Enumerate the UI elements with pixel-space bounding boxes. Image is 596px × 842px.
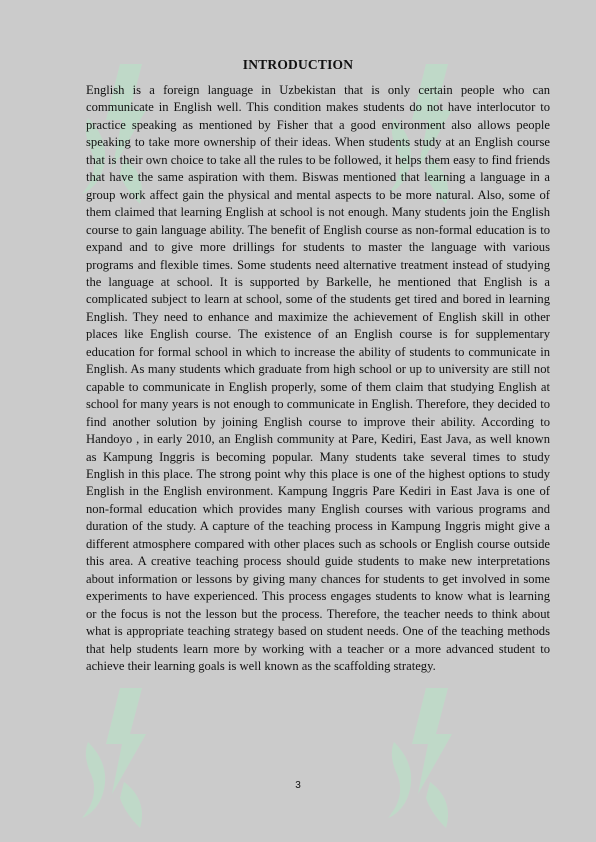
page-number: 3	[295, 780, 301, 791]
watermark-logo-icon	[386, 682, 460, 832]
watermark-logo-icon	[80, 682, 154, 832]
body-paragraph: English is a foreign language in Uzbekistan that is only certain people who can communicate in English well. This condition makes students do not have interlocutor to practice speaking as mentioned by Fisher that a good environment also allows people speaking to take more ownership of their ideas. When students study at an English course that is their own choice to take all the rules to be followed, it helps them easy to find friends that have the same aspiration with them. Biswas mentioned that learning a language in a group work affect gain the physical and mental aspects to be more natural. Also, some of them claimed that learning English at school is not enough. Many students join the English course to gain language ability. The benefit of English course as non-formal education is to expand and to give more drillings for students to master the language with various programs and flexible times. Some students need alternative treatment instead of studying the language at school. It is supported by Barkelle, he mentioned that English is a complicated subject to learn at school, some of the students get tired and bored in learning English. They need to enhance and maximize the achievement of English skill in other places like English course. The existence of an English course is for supplementary education for formal school in which to increase the ability of students to communicate in English. As many students which graduate from high school or up to university are still not capable to communicate in English properly, some of them claim that studying English at school for many years is not enough to communicate in English. Therefore, they decided to find another solution by joining English course to improve their ability. According to Handoyo , in early 2010, an English community at Pare, Kediri, East Java, as well known as Kampung Inggris is becoming popular. Many students take several times to study English in this place. The strong point why this place is one of the highest options to study English in the English environment. Kampung Inggris Pare Kediri in East Java is one of non-formal education which provides many English courses with various programs and duration of the study. A capture of the teaching process in Kampung Inggris might give a different atmosphere compared with other places such as schools or English course outside this area. A creative teaching process should guide students to make new interpretations about information or lessons by giving many chances for students to get involved in some experiments to have experienced. This process engages students to know what is learning or the focus is not the lesson but the process. Therefore, the teacher needs to think about what is appropriate teaching strategy based on student needs. One of the teaching methods that help students learn more by working with a teacher or a more advanced student to achieve their learning goals is well known as the scaffolding strategy.	[86, 83, 550, 673]
section-heading: INTRODUCTION	[242, 57, 354, 72]
